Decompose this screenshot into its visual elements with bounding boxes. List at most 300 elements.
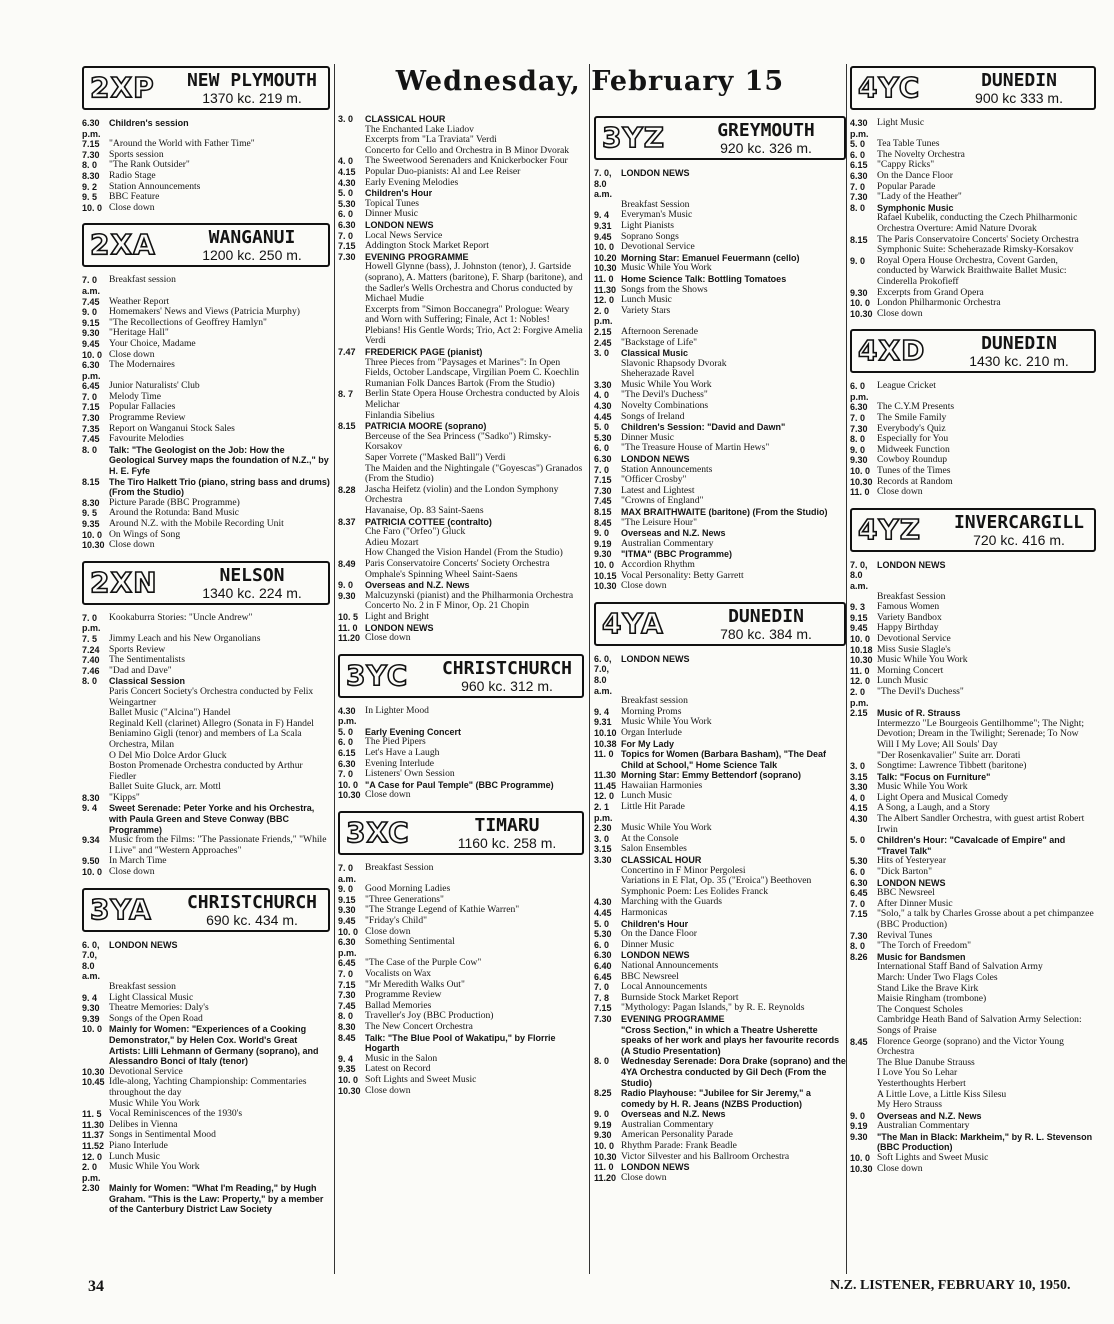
programme-title: Happy Birthday [877,622,939,634]
programme-time: 7.47 [338,347,356,358]
programme-title: Local Announcements [621,981,708,993]
programme-time: 8.37 [338,516,356,527]
programme-title: Overseas and N.Z. News [621,528,726,539]
programme-time: 11. 0 [850,487,870,498]
programme-entry [594,338,846,349]
programme-time: 6.30 [850,877,868,888]
programme-time: 7. 0, 8.0 a.m. [850,559,869,591]
block-spacer [82,878,330,886]
programme-entry [850,560,1096,592]
programme-title: Close down [109,866,155,878]
programme-entry [594,496,846,507]
station-block-3yz [594,116,846,600]
station-header [594,116,846,160]
programme-title: Music While You Work [877,781,968,793]
programme-title: Lunch Music [877,675,928,687]
programme-entry [594,749,846,770]
programme-time: 5.30 [850,856,868,867]
programme-time: 8. 0 [82,676,98,687]
programme-title: Kookaburra Stories: "Uncle Andrew" [109,611,253,623]
programme-time: 10. 0 [594,1141,615,1152]
station-callsign: 4YA [602,606,664,640]
programme-time: 8. 0 [850,202,866,213]
programme-entry [594,274,846,285]
station-block-3ya-continued [338,114,584,652]
programme-title: Close down [109,348,155,360]
block-spacer [338,644,584,652]
programme-title: Delibes in Vienna [109,1118,178,1130]
programme-time [82,1099,109,1110]
programme-entry [338,1033,584,1054]
programme-entry [850,835,1096,856]
programme-title: Close down [365,925,411,937]
programme-title: Music While You Work [621,822,712,834]
station-city: INVERCARGILL [953,511,1085,533]
programme-title: Popular Fallacies [109,401,176,413]
programme-time: 9. 2 [82,181,98,192]
programme-time: 7.30 [850,930,868,941]
programme-time: 7.15 [338,241,356,252]
programme-title: "The Strange Legend of Kathie Warren" [365,904,520,916]
programme-title: FREDERICK PAGE (pianist) [365,347,483,358]
programme-title: Children's Hour [365,188,433,199]
programme-title: Music While You Work [109,1161,200,1173]
programme-title: For My Lady [621,738,675,749]
programme-time: 3. 0 [594,348,610,359]
programme-title: Light and Bright [365,610,429,622]
programme-time: 8.25 [594,1088,612,1099]
programme-time: 6. 0 [594,939,610,950]
programme-title: Station Announcements [109,180,201,192]
programme-title: Ballet Music ("Alcina") Handel [109,707,231,719]
programme-title: Popular Duo-pianists: Al and Lee Reiser [365,165,521,177]
station-header [82,223,330,267]
programme-entry [850,1132,1096,1153]
block-spacer [594,592,846,600]
station-block-4yz [850,508,1096,1182]
programme-entry [338,209,584,220]
programme-title: MAX BRAITHWAITE (baritone) (From the Studio) [621,507,828,517]
programme-title: "Lady of the Heather" [877,191,962,203]
programme-title: Everybody's Quiz [877,422,946,434]
programme-entry [850,235,1096,256]
programme-time: 7.15 [594,475,612,486]
programme-time: 10.30 [594,1151,617,1162]
programme-entry [594,221,846,232]
station-callsign: 2XP [90,71,155,104]
programme-time: 10.30 [338,1085,361,1096]
programme-time: 10.30 [850,308,873,319]
programme-title: Children's session [109,118,189,128]
programme-title: Music in the Salon [365,1052,438,1064]
programme-title: Light Classical Music [109,991,194,1003]
programme-title: Talk: "Focus on Furniture" [877,771,991,782]
programme-time: 10. 0 [338,779,359,790]
programme-time: 10. 0 [338,926,359,937]
station-city: GREYMOUTH [717,120,815,141]
programme-title: Weather Report [109,295,170,307]
programme-entry [594,940,846,951]
programme-title: Close down [109,201,155,213]
station-block-3xc [338,811,584,1104]
programme-title: Vocalists on Wax [365,967,432,979]
programme-title: Idle-along, Yachting Championship: Commentaries throughout the day [109,1076,307,1098]
programme-title: Afternoon Serenade [621,325,698,337]
programme-title: LONDON NEWS [877,877,946,888]
programme-title: "Crowns of England" [621,495,704,507]
programme-time: 11. 0 [338,622,358,633]
programme-entry [82,118,330,139]
programme-entry [594,1056,846,1088]
programme-time: 7. 0 [338,769,354,780]
programme-time [338,262,365,304]
programme-title: I Love You So Lehar [877,1067,958,1079]
programme-title: Dinner Music [621,431,675,443]
programme-time: 6.30 [594,454,612,465]
programme-time [338,358,365,379]
programme-title: "Officer Crosby" [621,474,687,486]
programme-title: Royal Opera House Orchestra, Covent Garden, conducted by Warwick Braithwaite Ballet Music: Cinderella Prokofieff [877,254,1067,287]
programme-title: Florence George (soprano) and the Victor Young Orchestra [877,1035,1064,1058]
programme-time: 9.30 [850,287,868,298]
programme-time: 11.30 [594,284,617,295]
programme-time: 9.30 [338,590,356,601]
programme-entry [338,114,584,125]
programme-entry [850,634,1096,645]
programme-time: 9.45 [594,231,612,242]
programme-time [594,876,621,887]
programme-title: Latest on Record [365,1063,431,1075]
programme-time: 6. 0 [338,209,354,220]
programme-entry [82,1141,330,1152]
programme-time: 9.30 [594,1130,612,1141]
station-city: CHRISTCHURCH [441,657,573,679]
programme-time [850,592,877,603]
programme-title: Close down [365,1084,411,1096]
programme-time: 7. 8 [594,992,610,1003]
programme-title: Music from the Films: "The Passionate Friends," "While I Live" and "Western Approaches" [109,834,327,856]
programme-entry [594,443,846,454]
programme-title: Breakfast Session [365,862,434,874]
programme-time: 9.30 [338,905,356,916]
programme-time: 7. 0, 8.0 a.m. [594,168,613,200]
programme-time [850,751,877,762]
programme-time [338,146,365,157]
programme-time [338,464,365,485]
programme-entry [850,867,1096,878]
programme-title: CLASSICAL HOUR [365,114,446,124]
programme-title: "Mythology: Pagan Islands," by R. E. Reynolds [621,1002,805,1014]
programme-time [594,369,621,380]
programme-title: Topical Tunes [365,197,419,209]
programme-entry [82,803,330,835]
programme-time: 6.30 [850,402,868,413]
programme-time: 9. 4 [82,803,98,814]
programme-entry [594,263,846,274]
programme-title: League Cricket [877,380,936,392]
programme-entry [82,434,330,445]
programme-entry [594,1003,846,1014]
programme-title: "Friday's Child" [365,915,428,926]
programme-title: "ITMA" (BBC Programme) [621,549,733,560]
programme-time: 7.24 [82,644,100,655]
programme-title: Songs of Ireland [621,410,685,422]
programme-time [850,1090,877,1101]
programme-time: 3.30 [594,855,612,866]
programme-time: 7.40 [82,655,100,666]
programme-title: On Wings of Song [109,528,181,540]
programme-entry [850,487,1096,498]
programme-title: "The Torch of Freedom" [877,940,972,952]
programme-entry [594,507,846,518]
programme-title: Music While You Work [877,654,968,666]
station-frequency: 920 kc. 326 m. [720,140,812,156]
station-header [850,329,1096,373]
programme-title: Mainly for Women: "What I'm Reading," by Hugh Graham. "This is the Law: Property," by a member of the Canterbury District Law Society [109,1183,324,1215]
programme-entry [82,940,330,982]
station-frequency: 690 kc. 434 m. [206,911,298,928]
programme-title: Jascha Heifetz (violin) and the London Symphony Orchestra [365,483,559,506]
programme-title: Breakfast Session [621,198,690,210]
programme-time [594,359,621,370]
programme-entry [594,581,846,592]
programme-time: 6. 0 [594,443,610,454]
programme-title: Melody Time [109,390,161,402]
programme-title: Home Science Talk: Bottling Tomatoes [621,273,787,284]
programme-entry [338,358,584,379]
programme-title: LONDON NEWS [621,454,690,465]
programme-title: Revival Tunes [877,929,933,941]
programme-title: After Dinner Music [877,897,953,909]
programme-entry [850,909,1096,930]
programme-title: Adieu Mozart [365,536,419,548]
column-1 [82,64,330,1223]
programme-title: Breakfast session [109,981,176,992]
programme-entry [82,1014,330,1025]
programme-title: Everyman's Music [621,209,693,221]
programme-time: 9.45 [850,623,868,634]
column-4 [850,64,1096,1182]
programme-title: Excerpts from Grand Opera [877,286,984,298]
programme-entry [338,178,584,189]
programme-time: 8.30 [82,497,100,508]
programme-title: Paris Conservatoire Concerts' Society Orchestra [365,557,550,569]
programme-title: "The Case of the Purple Cow" [365,957,482,969]
programme-time: 7. 0 [850,898,866,909]
station-block-2xp [82,66,330,221]
programme-title: Little Hit Parade [621,801,685,813]
programme-title: The Conquest Scholes [877,1003,963,1015]
programme-title: My Hero Strauss [877,1099,943,1111]
programme-time: 11.20 [338,633,361,644]
programme-title: Latest and Lightest [621,484,695,496]
programme-entry [82,275,330,296]
station-block-4xd [850,329,1096,506]
programme-title: Mainly for Women: "Experiences of a Cooking Demonstrator," by Helen Cox. World's Great Artists: Lilli Lehmann of Germany (soprano), and Alessandro Bonci of Italy (tenor) [109,1024,319,1067]
publication-footer: N.Z. LISTENER, FEBRUARY 10, 1950. [830,1278,1071,1293]
programme-entry [338,633,584,644]
programme-title: Topics for Women (Barbara Basham), "The Deaf Child at School," Home Science Talk [621,749,826,770]
programme-time: 8.45 [338,1032,356,1043]
programme-time: 12. 0 [594,295,615,306]
programme-title: Berlin State Opera House Orchestra conducted by Alois Melichar [365,388,580,411]
programme-entry [850,118,1096,139]
programme-title: "Dad and Dave" [109,664,172,676]
programme-title: Theatre Memories: Daly's [109,1002,209,1014]
programme-time: 8. 0 [850,434,866,445]
programme-title: Famous Women [877,601,940,613]
programme-title: Records at Random [877,475,953,487]
programme-title: Breakfast Session [877,590,946,602]
programme-time [850,1068,877,1079]
programme-time: 8. 0 [82,444,98,455]
programme-time: 7.30 [338,990,356,1001]
programme-time [338,453,365,464]
programme-title: Music While You Work [621,716,712,728]
programme-time: 10. 0 [82,867,103,878]
programme-time: 9.30 [82,328,100,339]
programme-title: "Mr Meredith Walks Out" [365,978,465,990]
programme-title: Morning Proms [621,705,682,717]
programme-time: 7.15 [82,402,100,413]
programme-entry [850,1037,1096,1058]
programme-entry [82,519,330,530]
programme-entry [850,1015,1096,1036]
programme-title: "The Recollections of Geoffrey Hamlyn" [109,316,267,328]
programme-title: Close down [109,539,155,551]
programme-title: Lunch Music [621,294,672,306]
programme-time: 7.45 [82,296,100,307]
programme-entry [338,612,584,623]
programme-entry [82,171,330,182]
programme-time [850,213,877,234]
programme-time: 10. 0 [850,1153,871,1164]
programme-time [82,729,109,750]
programme-title: Wednesday Serenade: Dora Drake (soprano) and the 4YA Orchestra conducted by Gil Dech (From the Studio) [621,1056,846,1088]
programme-title: A Little Love, a Little Kiss Silesu [877,1088,1007,1100]
programme-time [850,1015,877,1036]
programme-title: Sports session [109,148,164,160]
programme-time: 11. 0 [594,749,614,760]
programme-time: 10.30 [82,1066,105,1077]
programme-title: Reginald Kell (clarinet) Allegro (Sonata in F) Handel [109,717,314,729]
programme-title: BBC Newsreel [621,970,679,982]
programme-entry [594,518,846,529]
programme-time: 7.30 [82,413,100,424]
programme-title: Classical Music [621,348,689,359]
programme-entry [338,167,584,178]
station-callsign: 4XD [858,334,926,368]
programme-entry [594,654,846,696]
programme-title: International Staff Band of Salvation Army [877,961,1043,973]
programme-time: 6.15 [338,748,356,759]
programme-entry [594,1173,846,1184]
programme-title: The Novelty Orchestra [877,148,965,160]
block-spacer [850,498,1096,506]
programme-entry [594,539,846,550]
programme-title: Symphonic Poem: Les Eolides Franck [621,885,769,897]
station-frequency: 720 kc. 416 m. [973,531,1065,548]
programme-title: "Around the World with Father Time" [109,138,255,150]
programme-title: Close down [877,486,923,498]
programme-time: 10. 5 [338,611,359,622]
programme-time: 10. 0 [850,298,871,309]
programme-title: Hits of Yesteryear [877,855,947,867]
programme-entry [594,908,846,919]
programme-time [338,432,365,453]
programme-time: 10.30 [594,263,617,274]
programme-title: American Personality Parade [621,1129,733,1141]
programme-title: Station Announcements [621,463,713,475]
programme-title: "Cappy Ricks" [877,159,935,171]
station-callsign: 3XC [346,816,410,850]
programme-time [850,962,877,973]
programme-time: 9. 4 [594,210,610,221]
programme-title: LONDON NEWS [109,939,178,950]
programme-title: The Smile Family [877,412,947,424]
programme-time: 7. 0 [594,464,610,475]
programme-time: 11.45 [594,780,617,791]
station-header [338,654,584,698]
programme-time: 10. 0 [594,242,615,253]
programme-time: 10.30 [850,476,873,487]
programme-title: Picture Parade (BBC Programme) [109,496,240,508]
programme-entry [850,814,1096,835]
programme-time [338,570,365,581]
programme-title: Vocal Personality: Betty Garrett [621,569,744,581]
programme-entry [594,739,846,750]
programme-time: 9. 0 [338,884,354,895]
programme-title: "Der Rosenkavalier" Suite arr. Dorati [877,749,1021,761]
programme-time: 6. 0 [850,867,866,878]
programme-time [338,125,365,136]
programme-title: "The Rank Outsider" [109,159,190,171]
programme-time: 8. 0 [82,160,98,171]
programme-title: Victor Silvester and his Ballroom Orchestra [621,1150,790,1162]
programme-title: Light Music [877,117,925,128]
programme-time: 6.30 [850,170,868,181]
programme-time: 8. 0 [850,941,866,952]
programme-title: Breakfast session [109,274,176,286]
programme-title: Close down [621,1171,667,1183]
station-header [82,66,330,110]
programme-time: 9. 5 [82,508,98,519]
station-header [82,888,330,932]
programme-time: 6.40 [594,960,612,971]
programme-time: 4.15 [338,166,356,177]
programme-time: 5. 0 [594,422,610,433]
programme-time: 9.50 [82,856,100,867]
programme-time: 11. 0 [594,1162,614,1173]
programme-entry [82,1183,330,1215]
programme-title: On the Dance Floor [877,169,953,181]
station-block-3yc [338,654,584,809]
programme-title: Traveller's Joy (BBC Production) [365,1010,494,1022]
programme-entry [850,381,1096,402]
programme-title: The Sentimentalists [109,654,185,666]
programme-title: March: Under Two Flags Coles [877,971,998,983]
programme-title: Overseas and N.Z. News [621,1109,726,1120]
programme-title: Finlandia Sibelius [365,409,435,421]
programme-title: Talk: "The Blue Pool of Wakatipu," by Florrie Hogarth [365,1032,556,1054]
programme-title: Concertino in F Minor Pergolesi [621,864,746,876]
programme-title: A Song, a Laugh, and a Story [877,802,990,814]
programme-title: Let's Have a Laugh [365,747,440,759]
programme-title: "Solo," a talk by Charles Grosse about a pet chimpanzee (BBC Production) [877,908,1094,930]
programme-title: The Sweetwood Serenaders and Knickerbocker Four [365,155,568,167]
programme-time: 10. 0 [82,349,103,360]
programme-time: 2.30 [82,1183,100,1194]
